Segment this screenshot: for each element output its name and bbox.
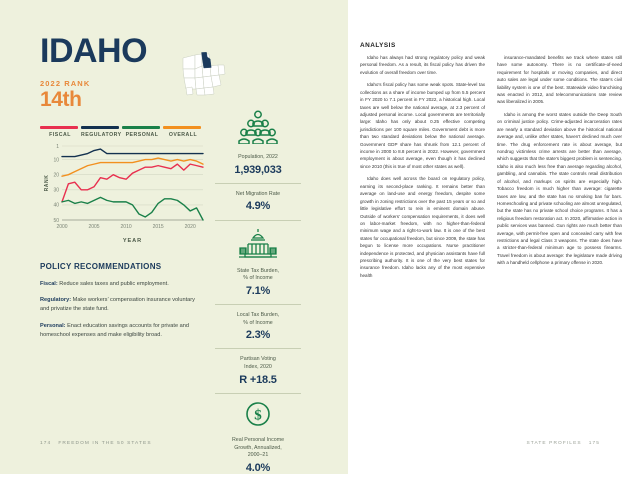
footer-left-page-number: 174	[40, 441, 52, 446]
stats-divider-5	[215, 393, 301, 394]
policy-item-personal	[40, 322, 203, 340]
legend-label-fiscal: FISCAL	[49, 131, 71, 138]
y-tick-label: 20	[53, 172, 59, 179]
stats-divider-2	[215, 220, 301, 221]
legend-label-overall: OVERALL	[168, 131, 198, 138]
chart-svg	[40, 140, 205, 245]
stat-value-state-tax-burden: 7.1%	[245, 284, 271, 297]
stat-partisan-voting-index	[206, 356, 310, 385]
legend-swatch-regulatory	[81, 126, 119, 129]
policy-text-regulatory: Make workers’ compensation insurance voluntary and privatize the state fund.	[40, 297, 195, 313]
x-tick-label: 2020	[184, 224, 196, 230]
stat-value-local-tax-burden: 2.3%	[245, 329, 271, 342]
legend-swatch-personal	[122, 126, 160, 129]
analysis-heading: ANALYSIS	[360, 42, 396, 49]
us-map-idaho-icon	[175, 44, 231, 100]
analysis-column-2	[497, 54, 622, 424]
analysis-paragraph: Idaho is among the worst states outside the Deep South on criminal justice policy. Crime-adjusted incarceration rates are nearly a standard deviation above the historical national average and, unlike other states, haven’t declined much over time. The drug enforcement rate is about average, but nondrug victimless crime arrests are better than average, which suggests that the state’s biggest problem is sentencing. Idaho is also much less free than average regarding alcohol, gambling, and cannabis. The state controls retail distribution of alcohol, and markups on spirits are especially high. Tobacco freedom is much higher than average: cigarette taxes are low, and the state has no smoking ban for bars. Homeschooling and private schooling are almost unregulated, but the state has no private school choice programs. It has a religious freedom restoration act. In 2020, affirmative action in public services was banned. Gun rights are much better than average, with permit-free open and concealed carry with few restrictions and legal Class 3 weapons. The state does have a stricter-than-federal minimum age to possess firearms. Travel freedom is about average: the legislature made driving with a handheld cellphone a primary offense in 2020.	[497, 112, 622, 266]
policy-heading-personal: Personal:	[40, 322, 66, 329]
stat-value-partisan-voting-index: R +18.5	[239, 373, 277, 386]
analysis-column-1	[360, 54, 485, 424]
x-tick-label: 2000	[56, 224, 68, 230]
policy-text-fiscal: Reduce sales taxes and public employment.	[59, 281, 169, 287]
stats-divider-1	[215, 183, 301, 184]
analysis-paragraph: insurance-mandated benefits we track where states still have some autonomy. There is no certificate-of-need requirement for hospitals or moving companies, and direct auto sales are legal under some conditions. The state’s civil liability system is one of the best. Statewide video franchising was enacted in 2012, and telecommunications rate review was liberalized in 2005.	[497, 55, 622, 105]
footer-right	[526, 441, 600, 446]
stat-label-net-migration: Net Migration Rate	[235, 190, 281, 197]
policy-title: POLICY RECOMMENDATIONS	[40, 262, 162, 271]
y-tick-label: 50	[53, 217, 59, 224]
x-tick-label: 2015	[152, 224, 164, 230]
policy-heading-regulatory: Regulatory:	[40, 297, 72, 304]
y-axis-label: RANK	[44, 174, 50, 192]
stat-label-state-tax-burden: State Tax Burden, % of Income	[236, 267, 279, 282]
stat-population	[206, 110, 310, 176]
policy-item-fiscal	[40, 280, 203, 289]
y-tick-label: 10	[53, 157, 59, 164]
stat-value-population: 1,939,033	[234, 163, 282, 176]
stat-label-local-tax-burden: Local Tax Burden, % of Income	[236, 311, 280, 326]
stat-value-real-personal-income-growth: 4.0%	[245, 461, 271, 474]
analysis-paragraph: Idaho’s fiscal policy has some weak spots. State-level tax collections as a share of income bumped up from 5.5 percent in FY 2020 to 7.1 percent in FY 2022, a historical high. Local taxes are well below the national average, at 2.3 percent of adjusted personal income. Local governments are territorially large: Idaho has only about 0.25 effective competing jurisdictions per 100 square miles. Government debt is more than two standard deviations below the national average. Government GDP share has shrunk from 12.1 percent of income in 2000 to 8.8 percent in 2022. However, government employment is about average, even though it has declined since 2010 (this is true of most other states as well).	[360, 82, 485, 169]
chart-line-fiscal	[62, 164, 203, 202]
legend-swatch-overall	[163, 126, 201, 129]
legend-item-regulatory	[81, 126, 121, 138]
chart-legend	[40, 126, 203, 138]
right-page	[348, 0, 640, 474]
dollar-circle-icon	[245, 401, 271, 427]
page-title: IDAHO	[40, 32, 148, 70]
footer-right-text: STATE PROFILES	[526, 441, 582, 446]
capitol-building-icon	[236, 228, 280, 258]
analysis-paragraph: Idaho has always had strong regulatory policy and weak personal freedom. As a result, its fiscal policy has driven the evolution of overall freedom over time.	[360, 55, 485, 75]
policy-item-regulatory	[40, 296, 203, 314]
footer-left	[40, 441, 152, 446]
y-tick-label: 1	[56, 143, 59, 150]
chart-line-personal	[62, 197, 203, 220]
legend-swatch-fiscal	[40, 126, 78, 129]
stat-real-personal-income-growth	[206, 401, 310, 474]
stat-label-partisan-voting-index: Partisan Voting Index, 2020	[240, 356, 276, 371]
x-tick-label: 2005	[88, 224, 100, 230]
y-tick-label: 40	[53, 202, 59, 209]
stats-divider-4	[215, 348, 301, 349]
x-axis-label: YEAR	[122, 238, 143, 244]
legend-label-regulatory: REGULATORY	[81, 131, 122, 138]
stat-label-population: Population, 2022	[238, 154, 278, 160]
policy-text-personal: Enact education savings accounts for private and homeschool expenses and make eligibility broad.	[40, 322, 189, 338]
stat-state-tax-burden	[206, 228, 310, 297]
footer-right-page-number: 175	[588, 441, 600, 446]
stat-label-real-personal-income-growth: Real Personal Income Growth, Annualized, 2000–21	[231, 436, 285, 459]
rank-trend-chart	[40, 140, 205, 245]
rank-value: 14th	[40, 88, 82, 111]
analysis-columns	[360, 54, 622, 424]
analysis-paragraph: Idaho does well across the board on regulatory policy, earning its second-place ranking. It remains better than average on land-use and energy freedom, despite some growth in zoning restrictions over the past 15 years or so and little legislative effort to rein in eminent domain abuse. Outside of workers’ compensation requirements, it does well on labor-market freedom, with no higher-than-federal minimum wage and a right-to-work law. It is one of the best states for occupational freedom, but since 2009, the state has begun to license more occupations. Nurse practitioner independence is protected, and physician assistants have full prescribing authority. It is one of the very best states for insurance freedom. Idaho lacks any of the most expensive health	[360, 176, 485, 278]
stats-divider-3	[215, 304, 301, 305]
stat-value-net-migration: 4.9%	[245, 200, 271, 213]
y-tick-label: 30	[53, 187, 59, 194]
x-tick-label: 2010	[120, 224, 132, 230]
policy-recommendations	[40, 262, 203, 347]
stats-panel	[206, 110, 310, 481]
chart-line-regulatory	[62, 149, 203, 157]
stat-net-migration	[206, 191, 310, 213]
legend-label-personal: PERSONAL	[125, 131, 159, 138]
policy-heading-fiscal: Fiscal:	[40, 281, 58, 287]
legend-item-overall	[163, 126, 203, 138]
legend-item-fiscal	[40, 126, 80, 138]
footer-left-text: FREEDOM IN THE 50 STATES	[58, 441, 152, 446]
svg-text:$: $	[254, 407, 262, 424]
legend-item-personal	[122, 126, 162, 138]
stat-local-tax-burden	[206, 312, 310, 341]
rank-label: 2022 RANK	[40, 79, 91, 88]
people-group-icon	[235, 110, 281, 144]
